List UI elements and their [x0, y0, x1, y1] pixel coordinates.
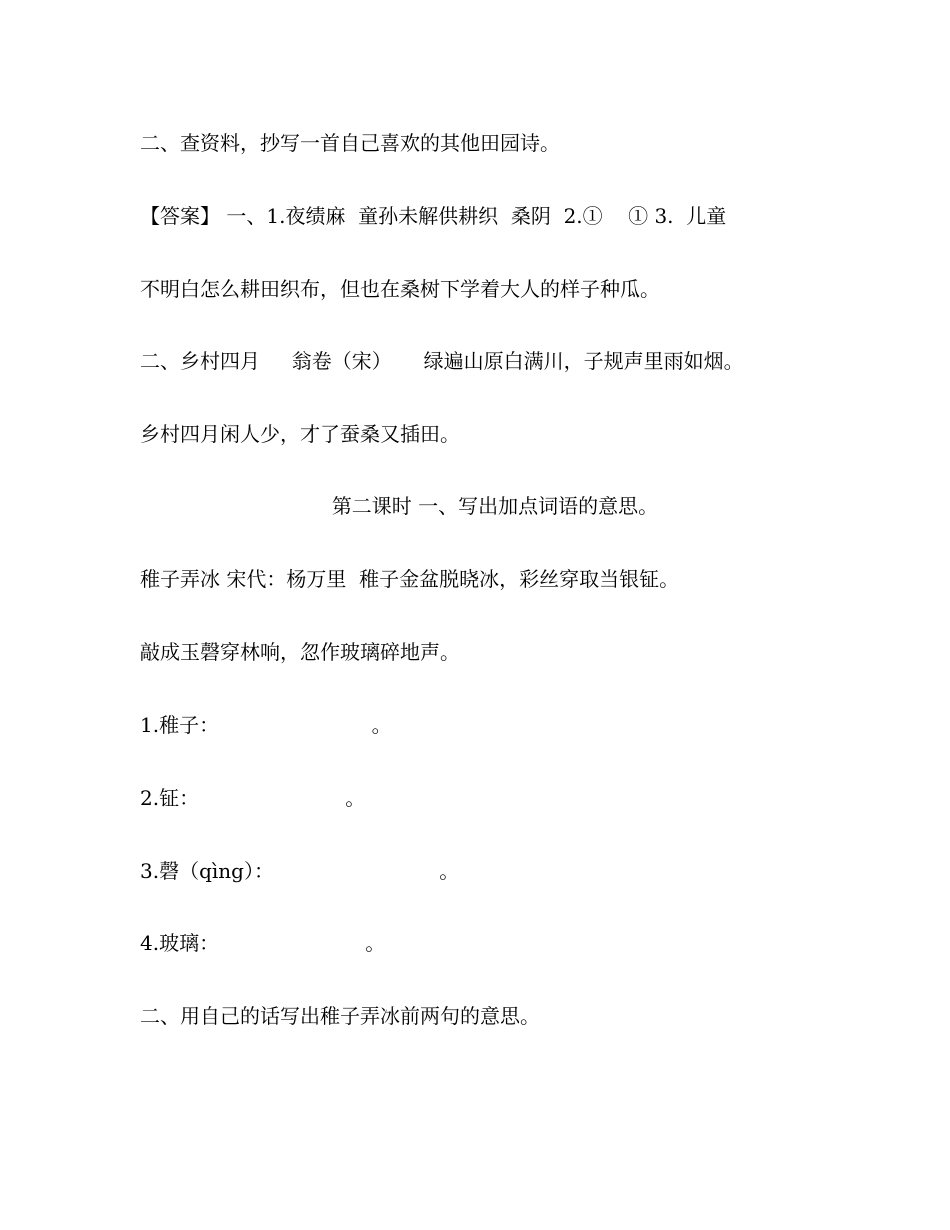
poem-second-line: 敲成玉磬穿林响，忽作玻璃碎地声。: [140, 640, 460, 664]
question-4: 4.玻璃： 。: [140, 931, 386, 955]
answer-line-2: 不明白怎么耕田织布，但也在桑树下学着大人的样子种瓜。: [140, 277, 660, 301]
lesson-two-heading: 第二课时 一、写出加点词语的意思。: [331, 494, 659, 518]
answer-poem-line-2: 乡村四月闲人少，才了蚕桑又插田。: [140, 422, 460, 446]
exercise-heading-copy-poem: 二、查资料，抄写一首自己喜欢的其他田园诗。: [140, 131, 560, 155]
question-2: 2.钲： 。: [140, 786, 366, 810]
answer-line-1: 【答案】 一、1.夜绩麻 童孙未解供耕织 桑阴 2.① ① 3. 儿童: [140, 204, 727, 228]
poem-title-line: 稚子弄冰 宋代：杨万里 稚子金盆脱晓冰，彩丝穿取当银钲。: [140, 567, 680, 591]
exercise-heading-own-words: 二、用自己的话写出稚子弄冰前两句的意思。: [140, 1004, 540, 1028]
answer-poem-line-1: 二、乡村四月 翁卷（宋） 绿遍山原白满川，子规声里雨如烟。: [140, 349, 744, 373]
question-3: 3.磬（qìng）： 。: [140, 859, 460, 883]
question-1: 1.稚子： 。: [140, 713, 392, 737]
